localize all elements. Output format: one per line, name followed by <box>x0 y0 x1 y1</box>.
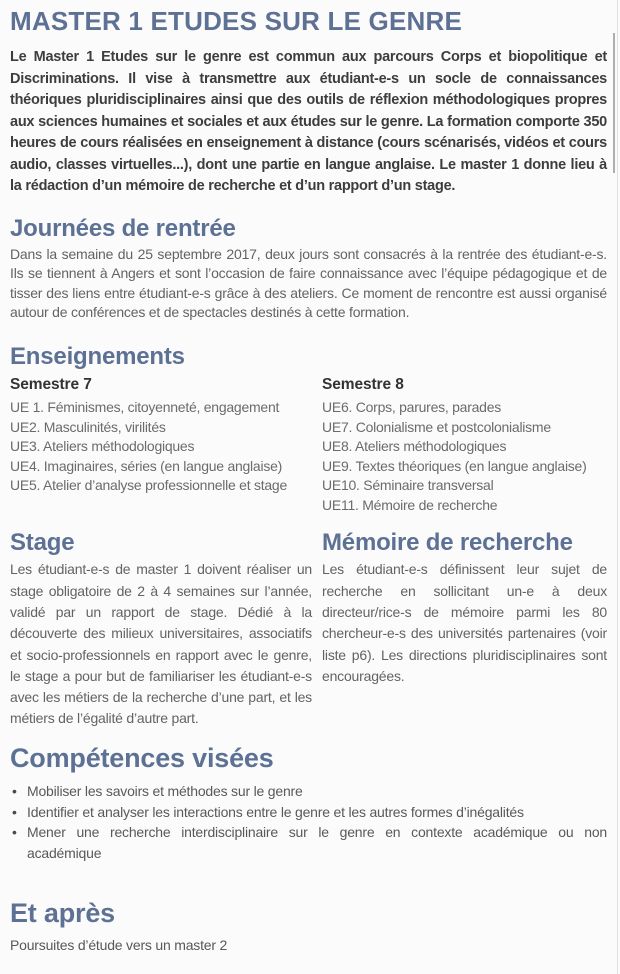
section-journees-de-rentree <box>10 216 607 323</box>
scan-edge-artifact-dark <box>613 33 615 173</box>
competence-item: • Identifier et analyser les interactions entre le genre et les autres formes d’inégalités <box>12 802 607 823</box>
stage-column <box>10 530 312 730</box>
section-stage-memoire <box>10 530 607 730</box>
ue-item: UE3. Ateliers méthodologiques <box>10 438 195 455</box>
section-enseignements <box>10 344 607 515</box>
paragraph-journees-de-rentree: Dans la semaine du 25 septembre 2017, deux jours sont consacrés à la rentrée des étudiant-e-s. Ils se tiennent à Angers et sont l’occasion de faire connaissance avec l’équipe pédagogique et de tisser des liens entre étudiant-e-s grâce à des ateliers. Ce moment de rencontre est aussi organisé autour de conférences et de spectacles destinés à cette formation. <box>10 245 607 321</box>
semestre-7-list <box>10 398 312 496</box>
paragraph-memoire-de-recherche: Les étudiant-e-s définissent leur sujet de recherche en sollicitant un-e à deux directeur/rice-s de mémoire parmi les 80 chercheur-e-s des universités partenaires (voir liste p6). Les directions pluridisciplinaires sont encouragées. <box>322 561 607 684</box>
subheading-semestre-8: Semestre 8 <box>322 376 404 394</box>
semestre-7-column <box>10 376 312 515</box>
ue-item: UE10. Séminaire transversal <box>322 477 494 494</box>
page-title: MASTER 1 ETUDES SUR LE GENRE <box>10 6 462 36</box>
heading-stage: Stage <box>10 529 75 557</box>
ue-item: UE11. Mémoire de recherche <box>322 496 498 513</box>
memoire-column <box>322 530 607 730</box>
intro-paragraph: Le Master 1 Etudes sur le genre est commun aux parcours Corps et biopolitique et Discriminations. Il vise à transmettre aux étudiant-e-s un socle de connaissances théoriques pluridisciplinaires ainsi que des outils de réflexion méthodologiques propres aux sciences humaines et sociales et aux études sur le genre. La formation comporte 350 heures de cours réalisées en enseignement à distance (cours scénarisés, vidéos et cours audio, classes virtuelles...), dont une partie en langue anglaise. Le master 1 donne lieu à la rédaction d’un mémoire de recherche et d’un rapport d’un stage. <box>10 49 607 195</box>
semestre-8-column <box>322 376 607 515</box>
ue-item: UE5. Atelier d’analyse professionnelle et stage <box>10 477 287 494</box>
ue-item: UE6. Corps, parures, parades <box>322 399 501 416</box>
ue-item: UE 1. Féminismes, citoyenneté, engagement <box>10 399 280 416</box>
subheading-semestre-7: Semestre 7 <box>10 376 92 394</box>
heading-journees-de-rentree: Journées de rentrée <box>10 214 236 242</box>
ue-item: UE9. Textes théoriques (en langue anglaise) <box>322 457 587 474</box>
ue-item: UE4. Imaginaires, séries (en langue anglaise) <box>10 457 283 474</box>
ue-item: UE2. Masculinités, virilités <box>10 418 166 435</box>
heading-memoire-de-recherche: Mémoire de recherche <box>322 529 573 557</box>
enseignements-columns <box>10 376 607 515</box>
ue-item: UE8. Ateliers méthodologiques <box>322 438 507 455</box>
paragraph-et-apres: Poursuites d’étude vers un master 2 <box>10 937 228 954</box>
heading-et-apres: Et après <box>10 898 115 929</box>
ue-item: UE7. Colonialisme et postcolonialisme <box>322 418 551 435</box>
competence-item: • Mobiliser les savoirs et méthodes sur le genre <box>12 781 607 802</box>
heading-enseignements: Enseignements <box>10 342 185 370</box>
heading-competences-visees: Compétences visées <box>10 742 274 773</box>
competence-item: • Mener une recherche interdisciplinaire sur le genre en contexte académique ou non académique <box>12 822 607 863</box>
section-et-apres <box>10 899 607 956</box>
scan-edge-artifact <box>617 0 618 974</box>
competences-list <box>10 781 607 863</box>
section-competences-visees <box>10 744 607 863</box>
semestre-8-list <box>322 398 607 515</box>
paragraph-stage: Les étudiant-e-s de master 1 doivent réaliser un stage obligatoire de 2 à 4 semaines sur l’année, validé par un rapport de stage. Dédié à la découverte des milieux universitaires, associatifs et socio-professionnels en rapport avec le genre, le stage a pour but de familiariser les étudiant-e-s avec les métiers de la recherche d’une part, et les métiers de l’égalité d’autre part. <box>10 561 312 727</box>
